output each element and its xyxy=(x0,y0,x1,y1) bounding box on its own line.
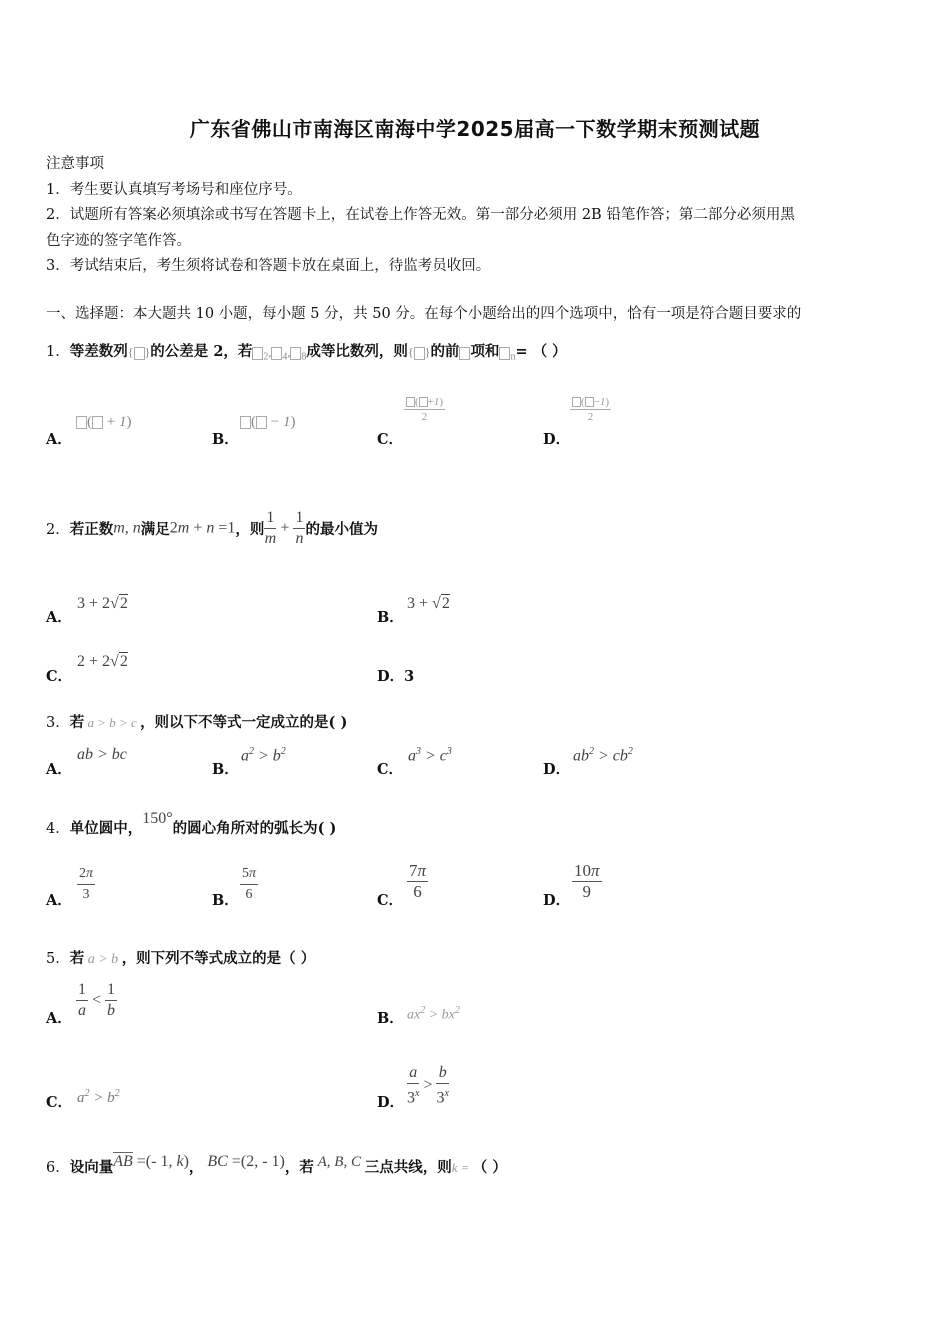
option-label: D．3 xyxy=(377,668,415,685)
option-label: A． xyxy=(46,761,72,778)
question-6: 6．设向量AB =(- 1, k)， BC =(2, - 1)，若 A, B, C 三点共线，则k = （ ） xyxy=(46,1153,507,1176)
question-1: 1．等差数列{ }的公差是 2，若 $_2$, $_4$, $_8$成等比数列，则{ }的前 项和 $_n$= （ ） xyxy=(46,343,567,363)
question-number: 2． xyxy=(46,522,70,538)
option-label: A． xyxy=(46,431,72,448)
option-label: D． xyxy=(377,1094,405,1111)
option-formula: $a^2 > b^2$ xyxy=(77,1088,120,1106)
page-title: 广东省佛山市南海区南海中学2025届高一下数学期末预测试题 xyxy=(189,117,761,141)
option-label: C． xyxy=(377,761,404,778)
option-label: B． xyxy=(377,1010,404,1027)
question-number: 3． xyxy=(46,715,70,731)
option-formula: 3 + √2 xyxy=(407,595,450,612)
option-formula: $ax^2 > bx^2$ xyxy=(407,1005,460,1023)
option-label: B． xyxy=(212,892,239,909)
notice-item: 1．考生要认真填写考场号和座位序号。 xyxy=(46,182,302,198)
option-label: D． xyxy=(543,761,571,778)
option-label: A． xyxy=(46,1010,72,1027)
option-label: B． xyxy=(377,609,404,626)
option-formula: $\frac{7\pi}{6}$ xyxy=(409,861,427,901)
option-label: B． xyxy=(212,431,239,448)
option-formula: 3 + 2√2 xyxy=(77,595,128,612)
option-label: D． xyxy=(543,431,571,448)
question-5: 5．若 a > b ，则下列不等式成立的是（ ） xyxy=(46,950,316,967)
option-label: D． xyxy=(543,892,571,909)
option-formula: $a^2 > b^2$ xyxy=(241,746,286,765)
option-formula: $\frac{( +1)}{2}$ xyxy=(404,395,445,424)
terms-formula: $_2$, $_4$, $_8$ xyxy=(252,345,306,359)
question-3: 3．若 a > b > c ，则以下不等式一定成立的是( ) xyxy=(46,714,348,731)
option-label: B． xyxy=(212,761,239,778)
notice-heading: 注意事项 xyxy=(46,156,104,172)
question-number: 1． xyxy=(46,344,70,360)
option-label: A． xyxy=(46,609,72,626)
option-formula: $\frac{( -1)}{2}$ xyxy=(570,395,611,424)
option-formula: $a^3 > c^3$ xyxy=(408,746,452,765)
question-number: 4． xyxy=(46,821,70,837)
option-formula: ( − 1) xyxy=(240,414,295,431)
vector-ab: AB =(- 1, k) xyxy=(113,1153,189,1170)
option-formula: $\frac{a}{3^x}$ > $\frac{b}{3^x}$ xyxy=(407,1064,449,1107)
question-4: 4．单位圆中，150°的圆心角所对的弧长为( ) xyxy=(46,810,337,837)
option-formula: $ab^2 > cb^2$ xyxy=(573,746,633,765)
option-formula: $\frac{5\pi}{6}$ xyxy=(242,866,257,902)
question-number: 6． xyxy=(46,1160,70,1176)
option-formula: ab > bc xyxy=(77,746,127,763)
option-label: C． xyxy=(377,892,404,909)
option-label: C． xyxy=(46,668,73,685)
notice-item: 色字迹的签字笔作答。 xyxy=(46,233,191,249)
option-label: C． xyxy=(46,1094,73,1111)
option-label: C． xyxy=(377,431,404,448)
vector-bc: BC =(2, - 1) xyxy=(207,1153,285,1170)
option-formula: $\frac{2\pi}{3}$ xyxy=(79,866,94,902)
option-formula: $\frac{1}{a}$ < $\frac{1}{b}$ xyxy=(78,981,116,1019)
option-formula: 2 + 2√2 xyxy=(77,653,128,670)
notice-item: 2．试题所有答案必须填涂或书写在答题卡上，在试卷上作答无效。第一部分必须用 2B 铅笔作答；第二部分必须用黑 xyxy=(46,207,795,223)
question-2: 2．若正数m, n满足2m + n =1，则 $\frac{1}{m}$ + $\frac{1}{n}$ 的最小值为 xyxy=(46,509,378,547)
option-formula: ( + 1) xyxy=(76,414,131,431)
section-heading: 一、选择题：本大题共 10 小题，每小题 5 分，共 50 分。在每个小题给出的四个选项中，恰有一项是符合题目要求的 xyxy=(46,306,802,322)
option-formula: $\frac{10\pi}{9}$ xyxy=(574,861,600,901)
option-label: A． xyxy=(46,892,72,909)
sequence-formula: { } xyxy=(127,345,151,359)
notice-item: 3．考试结束后，考生须将试卷和答题卡放在桌面上，待监考员收回。 xyxy=(46,258,491,274)
question-number: 5． xyxy=(46,951,70,967)
